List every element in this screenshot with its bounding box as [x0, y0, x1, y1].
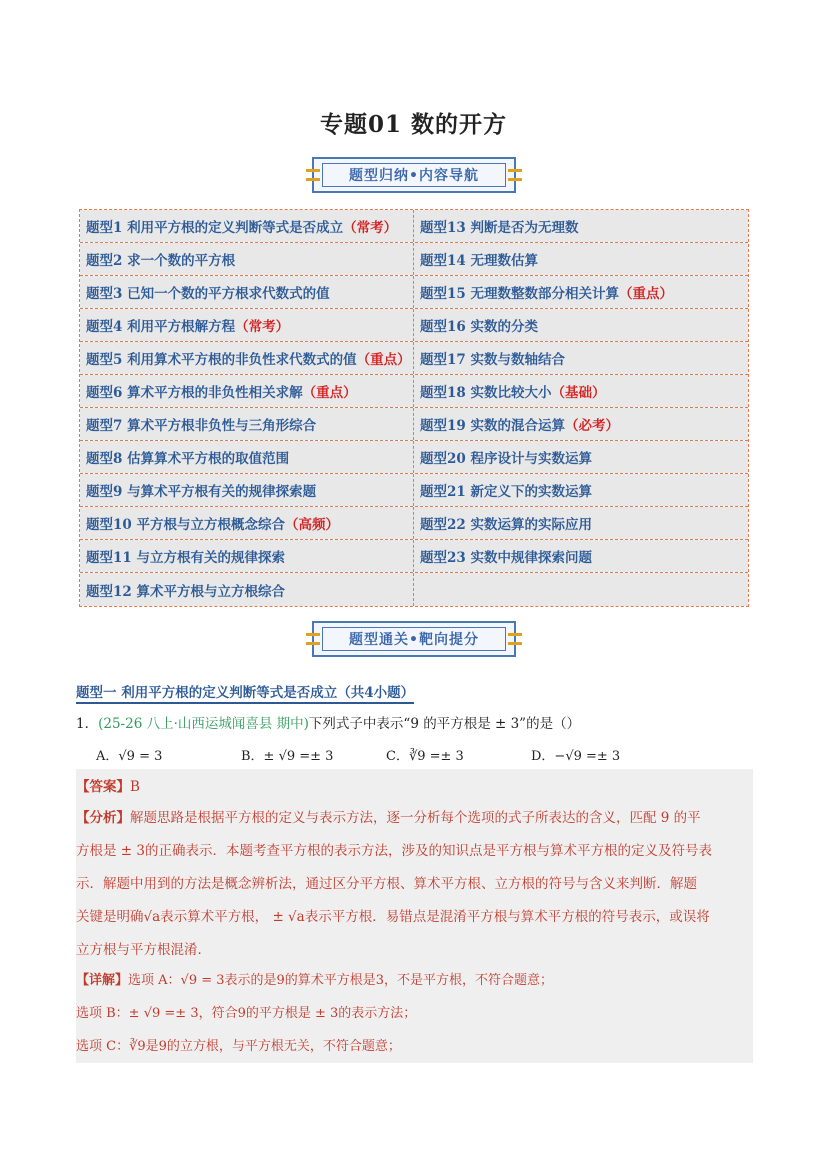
- topic-label: 题型16 实数的分类: [420, 319, 538, 335]
- topic-row: [80, 507, 748, 540]
- answer-block: [76, 769, 753, 1063]
- question-number: 1．: [76, 716, 99, 732]
- answer-value: B: [130, 779, 140, 795]
- question-source: (25-26 八上·山西运城闻喜县 期中): [98, 716, 309, 732]
- topic-row: [80, 573, 748, 606]
- analysis-line: 示．解题中用到的方法是概念辨析法，通过区分平方根、算术平方根、立方根的符号与含义来判断．解题: [76, 876, 697, 892]
- topic-label: 题型10 平方根与立方根概念综合: [86, 517, 285, 533]
- topic-tag: （基础）: [551, 385, 606, 401]
- topic-item: [80, 342, 414, 374]
- banner-text: 题型通关•靶向提分: [349, 632, 479, 648]
- topic-item: [80, 276, 414, 308]
- topic-item: [80, 309, 414, 341]
- detail-line: 选项 C：∛9是9的立方根，与平方根无关，不符合题意；: [76, 1039, 401, 1054]
- question-stem: [76, 712, 580, 732]
- detail-line: 【详解】选项 A：√9 = 3表示的是9的算术平方根是3，不是平方根，不符合题意；: [76, 973, 554, 988]
- topic-row: [80, 540, 748, 573]
- topic-label: 题型7 算术平方根非负性与三角形综合: [86, 418, 317, 434]
- topic-row: [80, 276, 748, 309]
- topic-row: [80, 342, 748, 375]
- topic-row: [80, 375, 748, 408]
- topic-item: [414, 375, 748, 407]
- topic-label: 题型3 已知一个数的平方根求代数式的值: [86, 286, 330, 302]
- topic-row: [80, 408, 748, 441]
- option-b: B．± √9 =± 3: [241, 749, 334, 764]
- topic-tag: （高频）: [285, 517, 339, 533]
- topic-table: [79, 209, 749, 607]
- topic-label: 题型14 无理数估算: [420, 253, 538, 269]
- topic-label: 题型4 利用平方根解方程: [86, 319, 236, 335]
- topic-item: [80, 210, 414, 242]
- topic-label: 题型17 实数与数轴结合: [420, 352, 565, 368]
- topic-tag: （常考）: [235, 319, 290, 335]
- page-title: 专题01 数的开方: [319, 111, 507, 138]
- answer-label: 【答案】: [76, 779, 130, 795]
- topic-label: 题型11 与立方根有关的规律探索: [86, 550, 285, 566]
- analysis-label: 【分析】: [76, 810, 130, 826]
- topic-item: [80, 540, 414, 572]
- section-heading: 题型一 利用平方根的定义判断等式是否成立（共4小题）: [76, 681, 414, 704]
- section-banner-navigation: [312, 157, 516, 193]
- topic-item: [80, 507, 414, 539]
- analysis-line: 方根是 ± 3的正确表示．本题考查平方根的表示方法，涉及的知识点是平方根与算术平方根的定义及符号表: [76, 843, 712, 859]
- topic-item: [414, 540, 748, 572]
- topic-item: [414, 309, 748, 341]
- topic-label: 题型2 求一个数的平方根: [86, 253, 236, 269]
- topic-label: 题型9 与算术平方根有关的规律探索题: [86, 484, 317, 500]
- topic-label: 题型22 实数运算的实际应用: [420, 517, 592, 533]
- answer-line: [76, 777, 140, 797]
- question-options: [96, 745, 676, 764]
- banner-left-ornament: [306, 169, 320, 181]
- topic-label: 题型1 利用平方根的定义判断等式是否成立: [86, 220, 344, 236]
- topic-label: 题型5 利用算术平方根的非负性求代数式的值: [86, 352, 357, 368]
- banner-right-ornament: [508, 633, 522, 645]
- analysis-line: 立方根与平方根混淆．: [76, 942, 211, 958]
- topic-row: [80, 441, 748, 474]
- topic-tag: （常考）: [343, 220, 398, 236]
- topic-item: [414, 342, 748, 374]
- analysis-line: 关键是明确√a表示算术平方根， ± √a表示平方根．易错点是混淆平方根与算术平方根的符号表示，或误将: [76, 909, 710, 925]
- topic-item: [414, 507, 748, 539]
- topic-item: [414, 276, 748, 308]
- option-d: D．−√9 =± 3: [531, 749, 621, 764]
- topic-item: [414, 474, 748, 506]
- topic-item: [414, 243, 748, 275]
- topic-item: [80, 375, 414, 407]
- topic-item: [80, 408, 414, 440]
- topic-row: [80, 210, 748, 243]
- analysis-line: 【分析】解题思路是根据平方根的定义与表示方法，逐一分析每个选项的式子所表达的含义，匹配 9 的平: [76, 810, 701, 826]
- topic-item: [80, 441, 414, 473]
- topic-label: 题型12 算术平方根与立方根综合: [86, 583, 285, 600]
- banner-text: 题型归纳•内容导航: [349, 168, 479, 184]
- topic-row: [80, 474, 748, 507]
- topic-tag: （重点）: [302, 385, 357, 401]
- detail-label: 【详解】: [76, 973, 129, 988]
- topic-row: [80, 309, 748, 342]
- topic-tag: （重点）: [356, 352, 411, 368]
- section-banner-practice: [312, 621, 516, 657]
- topic-tag: （重点）: [619, 286, 673, 302]
- banner-left-ornament: [306, 633, 320, 645]
- option-a: A．√9 = 3: [96, 749, 163, 764]
- topic-label: 题型6 算术平方根的非负性相关求解: [86, 385, 303, 401]
- topic-item: [414, 210, 748, 242]
- topic-label: 题型18 实数比较大小: [420, 385, 552, 401]
- topic-item: [80, 474, 414, 506]
- detail-line: 选项 B：± √9 =± 3，符合9的平方根是 ± 3的表示方法；: [76, 1006, 417, 1021]
- topic-item: [80, 573, 414, 606]
- topic-label: 题型13 判断是否为无理数: [420, 220, 579, 236]
- topic-label: 题型20 程序设计与实数运算: [420, 451, 592, 467]
- topic-label: 题型23 实数中规律探索问题: [420, 550, 592, 566]
- option-c: C．∛9 =± 3: [386, 749, 464, 764]
- topic-row: [80, 243, 748, 276]
- question-text: 下列式子中表示“9 的平方根是 ± 3”的是（）: [308, 716, 581, 732]
- topic-label: 题型19 实数的混合运算: [420, 418, 565, 434]
- topic-label: 题型15 无理数整数部分相关计算: [420, 286, 619, 302]
- topic-item: [414, 441, 748, 473]
- topic-label: 题型21 新定义下的实数运算: [420, 484, 592, 500]
- topic-tag: （必考）: [565, 418, 619, 434]
- banner-right-ornament: [508, 169, 522, 181]
- topic-item: [414, 408, 748, 440]
- topic-item: [414, 573, 748, 606]
- topic-item: [80, 243, 414, 275]
- topic-label: 题型8 估算算术平方根的取值范围: [86, 451, 290, 467]
- analysis-paragraph: [76, 802, 753, 967]
